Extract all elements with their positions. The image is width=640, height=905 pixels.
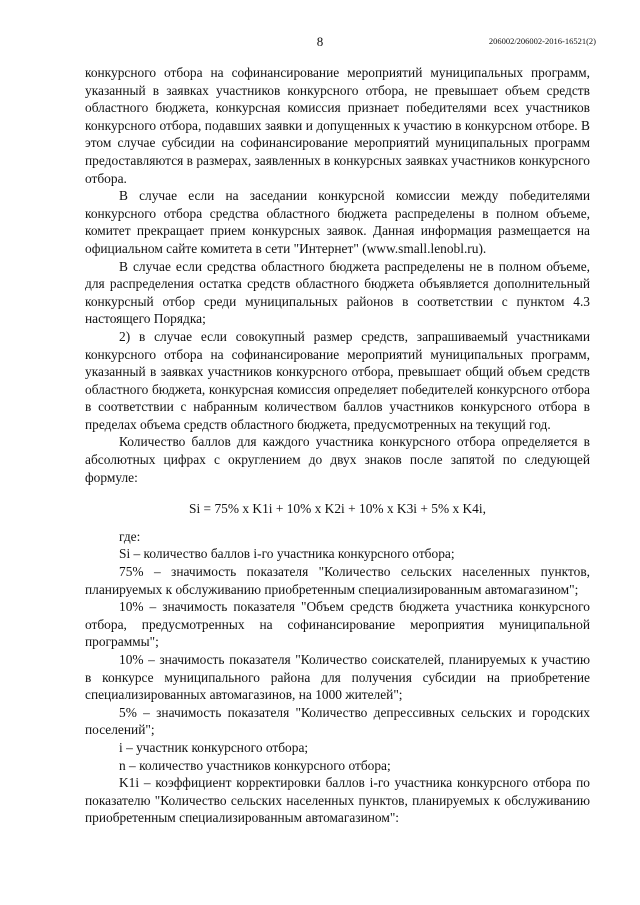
score-formula: Si = 75% х K1i + 10% х K2i + 10% х K3i + 5% х K4i, (189, 501, 486, 517)
definition-intro: где: (119, 528, 141, 544)
definition-item: K1i – коэффициент корректировки баллов i-го участника конкурсного отбора по показателю "Количество сельских населенных пунктов, планируемых к обслуживанию приобретенным специализированным автомагазином": (85, 775, 590, 826)
paragraph: 2) в случае если совокупный размер средств, запрашиваемый участниками конкурсного отбора на софинансирование мероприятий муниципальных программ, указанный в заявках участников конкурсного отбора, превышает общий объем средств областного бюджета, конкурсная комиссия определяет победителей конкурсного отбора в соответствии с набранным количеством баллов участников конкурсного отбора в пределах объема средств областного бюджета, предусмотренных на текущий год. (85, 328, 590, 432)
paragraph: конкурсного отбора на софинансирование мероприятий муниципальных программ, указанный в заявках участников конкурсного отбора, не превышает объем средств областного бюджета, конкурсная комиссия признает победителями всех участников конкурсного отбора, подавших заявки и допущенных к участию в конкурсном отборе. В этом случае субсидии на софинансирование мероприятий муниципальных программ предоставляются в размерах, заявленных в конкурсных заявках участников конкурсного отбора. (85, 65, 591, 186)
definition-item: 5% – значимость показателя "Количество депрессивных сельских и городских поселений"; (85, 704, 590, 738)
definition-item: n – количество участников конкурсного отбора; (119, 757, 391, 773)
document-body (85, 64, 590, 827)
document-id: 206002/206002-2016-16521(2) (488, 36, 596, 46)
definition-item: i – участник конкурсного отбора; (119, 739, 309, 755)
definition-item: Si – количество баллов i-го участника конкурсного отбора; (119, 546, 455, 562)
definition-item: 10% – значимость показателя "Количество соискателей, планируемых к участию в конкурсе муниципального района для получения субсидии на приобретение специализированных автомагазинов, на 1000 жителей"; (85, 652, 590, 703)
definition-item: 75% – значимость показателя "Количество сельских населенных пунктов, планируемых к обслуживанию приобретенным специализированным автомагазином"; (85, 564, 590, 597)
paragraph: В случае если средства областного бюджета распределены не в полном объеме, для распределения остатка средств областного бюджета объявляется дополнительный конкурсный отбор среди муниципальных районов в соответствии с пунктом 4.3 настоящего Порядка; (85, 258, 590, 327)
paragraph: В случае если на заседании конкурсной комиссии между победителями конкурсного отбора средства областного бюджета распределены в полном объеме, комитет прекращает прием конкурсных заявок. Данная информация размещается на официальном сайте комитета в сети "Интернет" (www.small.lenobl.ru). (85, 188, 590, 256)
page-number: 8 (316, 34, 324, 49)
definition-item: 10% – значимость показателя "Объем средств бюджета участника конкурсного отбора, предусмотренных на софинансирование мероприятия муниципальной программы"; (85, 599, 590, 650)
paragraph: Количество баллов для каждого участника конкурсного отбора определяется в абсолютных цифрах с округлением до двух знаков после запятой по следующей формуле: (85, 434, 590, 485)
